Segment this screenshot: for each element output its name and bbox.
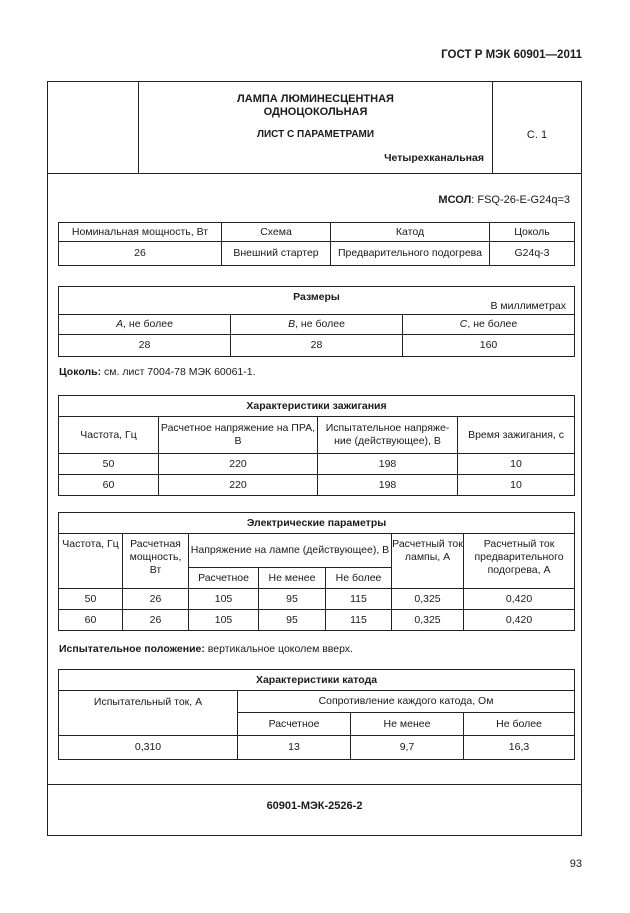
electrical-cell: 26: [123, 589, 189, 610]
footer-divider: [48, 784, 581, 785]
electrical-cell: 95: [259, 589, 326, 610]
parameter-sheet-frame: [47, 81, 582, 836]
general-header-base: Цоколь: [490, 223, 575, 242]
cathode-cell: 16,3: [464, 736, 575, 760]
cathode-cell: 0,310: [59, 736, 238, 760]
dimensions-unit: В миллиметрах: [490, 300, 567, 312]
mcol-label: МСОЛ: [438, 194, 472, 206]
electrical-subheader-max: Не более: [326, 568, 392, 589]
general-header-power: Номинальная мощность, Вт: [59, 223, 222, 242]
general-table: [58, 222, 575, 266]
ignition-header-frequency: Частота, Гц: [59, 417, 159, 454]
ignition-header-time: Время зажигания, с: [458, 417, 575, 454]
electrical-subheader-nominal: Расчетное: [189, 568, 259, 589]
cathode-header-test-current: Испытательный ток, А: [59, 691, 238, 736]
electrical-cell: 50: [59, 589, 123, 610]
test-position-note: Испытательное положение: вертикальное цоколем вверх.: [59, 643, 353, 655]
base-note: Цоколь: см. лист 7004-78 МЭК 60061-1.: [59, 366, 256, 378]
dimensions-title: Размеры: [293, 291, 340, 303]
ignition-cell: 220: [159, 454, 318, 475]
sheet-title: ЛИСТ С ПАРАМЕТРАМИ: [256, 129, 375, 140]
electrical-cell: 0,325: [392, 610, 464, 631]
general-header-cathode: Катод: [331, 223, 490, 242]
general-cell-power: 26: [59, 242, 222, 266]
electrical-cell: 105: [189, 610, 259, 631]
cathode-subheader-min: Не менее: [351, 713, 464, 736]
lamp-type-line-2: ОДНОЦОКОЛЬНАЯ: [263, 106, 368, 118]
general-cell-cathode: Предварительного подогрева: [331, 242, 490, 266]
ignition-title: Характеристики зажигания: [59, 396, 575, 417]
electrical-cell: 26: [123, 610, 189, 631]
electrical-cell: 60: [59, 610, 123, 631]
cathode-subheader-max: Не более: [464, 713, 575, 736]
electrical-cell: 115: [326, 589, 392, 610]
electrical-subheader-min: Не менее: [259, 568, 326, 589]
dimension-header-b: B, не более: [231, 315, 403, 335]
cathode-title: Характеристики катода: [59, 670, 575, 691]
page-number: 93: [569, 858, 582, 870]
title-block-center-cell: [139, 82, 493, 173]
ignition-header-ballast-voltage: Расчетное напряжение на ПРА, В: [159, 417, 318, 454]
ignition-cell: 10: [458, 475, 575, 496]
ignition-cell: 198: [318, 475, 458, 496]
dimension-header-a: A, не более: [59, 315, 231, 335]
ignition-cell: 50: [59, 454, 159, 475]
dimension-value-b: 28: [231, 335, 403, 357]
electrical-cell: 0,325: [392, 589, 464, 610]
electrical-cell: 105: [189, 589, 259, 610]
electrical-header-preheat: Расчетный ток предварительного подогрева, А: [464, 534, 575, 589]
electrical-cell: 0,420: [464, 589, 575, 610]
lamp-shape: Четырехканальная: [384, 152, 484, 164]
title-block-right-cell: [493, 82, 581, 173]
electrical-table: [58, 512, 575, 631]
cathode-cell: 9,7: [351, 736, 464, 760]
ignition-table: [58, 395, 575, 496]
mcol-designation: [438, 194, 570, 206]
standard-header: ГОСТ Р МЭК 60901—2011: [441, 49, 582, 61]
title-block: [48, 82, 581, 174]
electrical-cell: 0,420: [464, 610, 575, 631]
electrical-title: Электрические параметры: [59, 513, 575, 534]
ignition-cell: 10: [458, 454, 575, 475]
lamp-type-line-1: ЛАМПА ЛЮМИНЕСЦЕНТНАЯ: [237, 93, 394, 105]
general-cell-base: G24q-3: [490, 242, 575, 266]
ignition-header-test-voltage: Испытательное напряже-ние (действующее), В: [318, 417, 458, 454]
mcol-value: : FSQ-26-E-G24q=3: [471, 194, 570, 206]
sheet-page-ref: С. 1: [526, 129, 548, 141]
electrical-header-voltage: Напряжение на лампе (действующее), В: [189, 534, 392, 568]
cathode-header-resistance: Сопротивление каждого катода, Ом: [238, 691, 575, 713]
title-block-left-cell: [48, 82, 139, 173]
dimensions-title-cell: [59, 287, 575, 315]
sheet-designation: 60901-МЭК-2526-2: [266, 800, 363, 812]
cathode-subheader-nominal: Расчетное: [238, 713, 351, 736]
general-header-circuit: Схема: [222, 223, 331, 242]
electrical-cell: 115: [326, 610, 392, 631]
electrical-header-power: Расчетная мощность, Вт: [123, 534, 189, 589]
electrical-header-frequency: Частота, Гц: [59, 534, 123, 589]
ignition-cell: 198: [318, 454, 458, 475]
electrical-header-current: Расчетный ток лампы, А: [392, 534, 464, 589]
general-cell-circuit: Внешний стартер: [222, 242, 331, 266]
lamp-type-title: [139, 93, 492, 119]
ignition-cell: 60: [59, 475, 159, 496]
dimension-value-a: 28: [59, 335, 231, 357]
electrical-cell: 95: [259, 610, 326, 631]
dimension-value-c: 160: [403, 335, 575, 357]
ignition-cell: 220: [159, 475, 318, 496]
dimension-header-c: C, не более: [403, 315, 575, 335]
cathode-cell: 13: [238, 736, 351, 760]
cathode-table: [58, 669, 575, 760]
dimensions-table: [58, 286, 575, 357]
